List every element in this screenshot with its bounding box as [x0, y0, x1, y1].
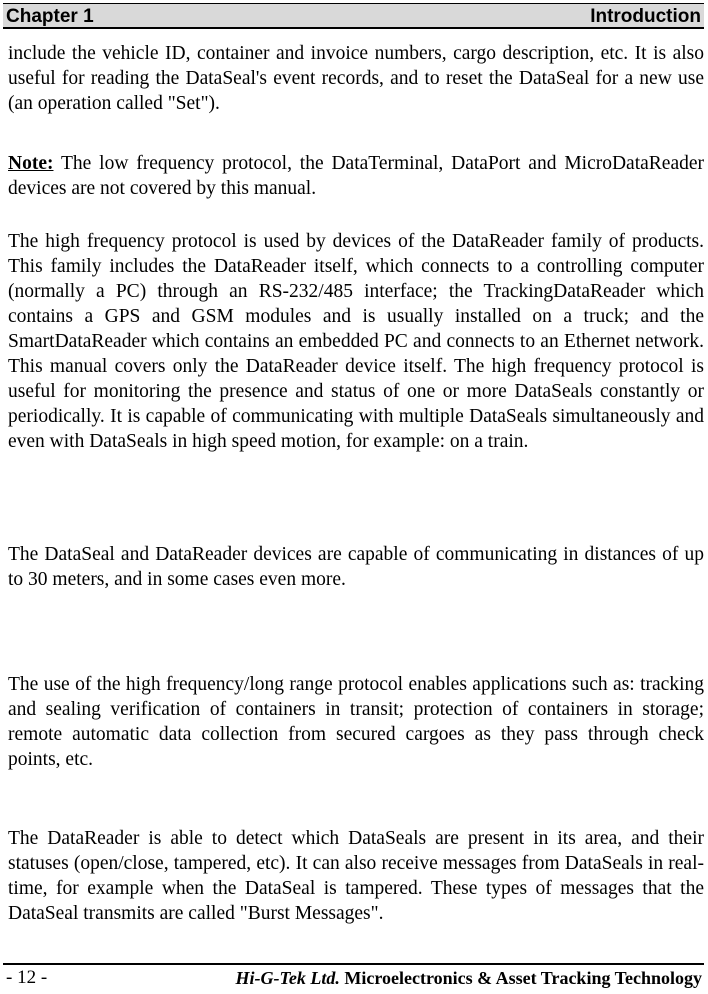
paragraph-applications: The use of the high frequency/long range protocol enables applications such as: tracking and sealing verification of containers in transit; protection of containers in storage; remote automatic data collection from secured cargoes as they pass through check points, etc. [8, 674, 704, 770]
footer-divider [3, 963, 704, 965]
footer-credit [236, 966, 702, 990]
note-label: Note: [8, 153, 54, 174]
note-text: The low frequency protocol, the DataTerminal, DataPort and MicroDataReader devices are not covered by this manual. [8, 153, 704, 199]
paragraph-high-frequency-protocol: The high frequency protocol is used by devices of the DataReader family of products. This family includes the DataReader itself, which connects to a controlling computer (normally a PC) through an RS-232/485 interface; the TrackingDataReader which contains a GPS and GSM modules and is usually installed on a truck; and the SmartDataReader which contains an embedded PC and connects to an Ethernet network. This manual covers only the DataReader device itself. The high frequency protocol is useful for monitoring the presence and status of one or more DataSeals constantly or periodically. It is capable of communicating with multiple DataSeals simultaneously and even with DataSeals in high speed motion, for example: on a train. [8, 231, 704, 452]
paragraph-range: The DataSeal and DataReader devices are capable of communicating in distances of up to 30 meters, and in some cases even more. [8, 544, 704, 590]
page-header [3, 3, 704, 29]
page-number: - 12 - [6, 967, 48, 988]
paragraph-set-operation: include the vehicle ID, container and invoice numbers, cargo description, etc. It is also useful for reading the DataSeal's event records, and to reset the DataSeal for a new use (an operation called "Set"). [8, 43, 704, 114]
paragraph-note [8, 151, 704, 201]
company-tagline: Microelectronics & Asset Tracking Technology [344, 968, 702, 988]
paragraph-burst-messages: The DataReader is able to detect which DataSeals are present in its area, and their statuses (open/close, tampered, etc). It can also receive messages from DataSeals in real-time, for example when the DataSeal is tampered. These types of messages that the DataSeal transmits are called "Burst Messages". [8, 828, 704, 924]
section-title: Introduction [590, 6, 701, 27]
chapter-title: Chapter 1 [6, 6, 94, 27]
company-name: Hi-G-Tek Ltd. [235, 968, 340, 988]
